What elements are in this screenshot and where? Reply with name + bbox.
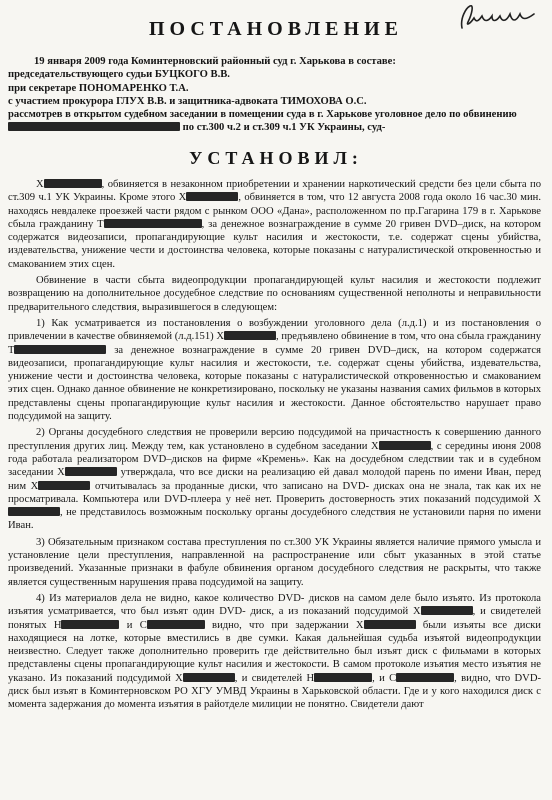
header-line-case: рассмотрев в открытом судебном заседании в помещении суда в г. Харькове уголовное дело по обвинению bbox=[8, 109, 517, 121]
header-line-secretary: при секретаре ПОНОМАРЕНКО Т.А. bbox=[8, 82, 189, 94]
redaction bbox=[8, 122, 180, 131]
paragraph: Обвинение в части сбыта видеопродукции пропагандирующей культ насилия и жестокости подлежит возвращению на дополнительное досудебное следствие по основаниям существенной неполноты и неправильности предварительного следствия, выразившегося в следующем: bbox=[8, 275, 541, 313]
redaction bbox=[14, 345, 106, 354]
redaction bbox=[224, 331, 276, 340]
ruling-body bbox=[8, 178, 541, 712]
header-line-charges: по ст.300 ч.2 и ст.309 ч.1 УК Украины, суд- bbox=[8, 121, 540, 134]
redaction bbox=[379, 441, 431, 450]
header-line-prosecutor: с участием прокурора ГЛУХ В.В. и защитника-адвоката ТИМОХОВА О.С. bbox=[8, 95, 367, 107]
redaction bbox=[421, 606, 473, 615]
paragraph: Х , обвиняется в незаконном приобретении и хранении наркотический средсти без цели сбыта по ст.309 ч.1 УК Украины. Кроме этого Х , обвиняется в том, что 12 августа 2008 года около 16 час.30 мин. находясь невдалеке проезжей части рядом с рынком ООО «Дана», расположенном по пр.Гагарина 179 в г. Харькове сбыла гражданину Т , за денежное вознаграждение в сумме 20 гривен DVD–диск, на котором содержатся видеозаписи, пропагандирующие культ насилия и жестокости, т.е. содержат сцены убийства, издевательства, унижение чести и достоинства человека, которые показаны с натуралистической откровенностью и смакованием этих сцен. bbox=[8, 179, 541, 270]
paragraph: 3) Обязательным признаком состава преступления по ст.300 УК Украины является наличие прямого умысла и установление цели преступления, направленной на распространение или сбыт указанных в этой статье произведений. Указанные признаки в фабуле обвинения органом досудебного следствия не раскрыты, что также является существенным нарушения права подсудимой на защиту. bbox=[8, 536, 541, 588]
redaction bbox=[314, 673, 372, 682]
header-line-date: 19 января 2009 года Коминтерновский районный суд г. Харькова в составе: bbox=[34, 56, 396, 67]
redaction bbox=[38, 481, 90, 490]
document-title: ПОСТАНОВЛЕНИЕ bbox=[149, 18, 403, 40]
header-line-judge: председательствующего судьи БУЦКОГО В.В. bbox=[8, 69, 230, 81]
redaction bbox=[65, 467, 117, 476]
redaction bbox=[364, 620, 416, 629]
redaction bbox=[44, 179, 102, 188]
case-header bbox=[8, 55, 540, 135]
redaction bbox=[104, 219, 202, 228]
redaction bbox=[183, 673, 235, 682]
redaction bbox=[396, 673, 454, 682]
section-heading: УСТАНОВИЛ: bbox=[189, 148, 363, 168]
redaction bbox=[147, 620, 205, 629]
paragraph: 4) Из материалов дела не видно, какое количество DVD- дисков на самом деле было изъято. Из протокола изъятия усматривается, что был изъят один DVD- диск, а из показаний подсудимой Х , и свидетелей понятых Н и С видно, что при задержании Х были изъяты все диски находящиеся на лотке, которые вместились в две сумки. Какая дальнейшая судьба изъятой видеопродукции неизвестно. Следует также дополнительно проверить где действительно был изъят диск с фильмами в которых представлены сцены пропагандирующие культ насилия и жестокости. В самом протоколе изъятия место изъятия не указано. Из показаний подсудимой Х , и свидетелей Н , и С , видно, что DVD- диск был изъят в Коминтерновском РО ХГУ УМВД Украины в Харьковской области. Где и у кого находился диск с момента задержания до момента изъятия в райотделе милиции не понятно. Свидетели дают bbox=[8, 592, 541, 711]
redaction bbox=[8, 507, 60, 516]
redaction bbox=[186, 192, 238, 201]
paragraph: 1) Как усматривается из постановления о возбуждении уголовного дела (л.д.1) и из постановления о привлечении в качестве обвиняемой (л.д.151) Х , предъявлено обвинение в том, что она сбыла гражданину Т за денежное вознаграждение в сумме 20 гривен DVD–диск, на котором содержатся видеозаписи, пропагандирующие культ насилия и жестокости, т.е. содержат сцены убийства, издевательства, унижение чести и достоинства человека, которые показаны с натуралистической откровенностью и смакованием этих сцен. Однако данное обвинение не конкретизировано, поскольку не указаны названия самих фильмов в которых представлены сцены пропагандирующие культ насилия и жестокости. Данное обстоятельство нарушает право подсудимой на защиту. bbox=[8, 317, 541, 423]
redaction bbox=[61, 620, 119, 629]
paragraph: 2) Органы досудебного следствия не проверили версию подсудимой на причастность к совершению данного преступления других лиц. Между тем, как установлено в судебном заседании Х , с середины июня 2008 года работала реализатором DVD–дисков на фирме «Кремень». Как на досудебном следствии так и в судебном заседании Х утверждала, что все диски на реализацию ей давал молодой парень по имени Иван, перед ним Х отчитывалась за проданные диски, что записано на DVD- дисках она не знала, так как их не просматривала. Компьютера или DVD-плеера у неё нет. Проверить достоверность этих показаний подсудимой Х, не представилось возможным поскольку органы досудебного следствия не установили парня по имени Иван. bbox=[8, 427, 542, 532]
